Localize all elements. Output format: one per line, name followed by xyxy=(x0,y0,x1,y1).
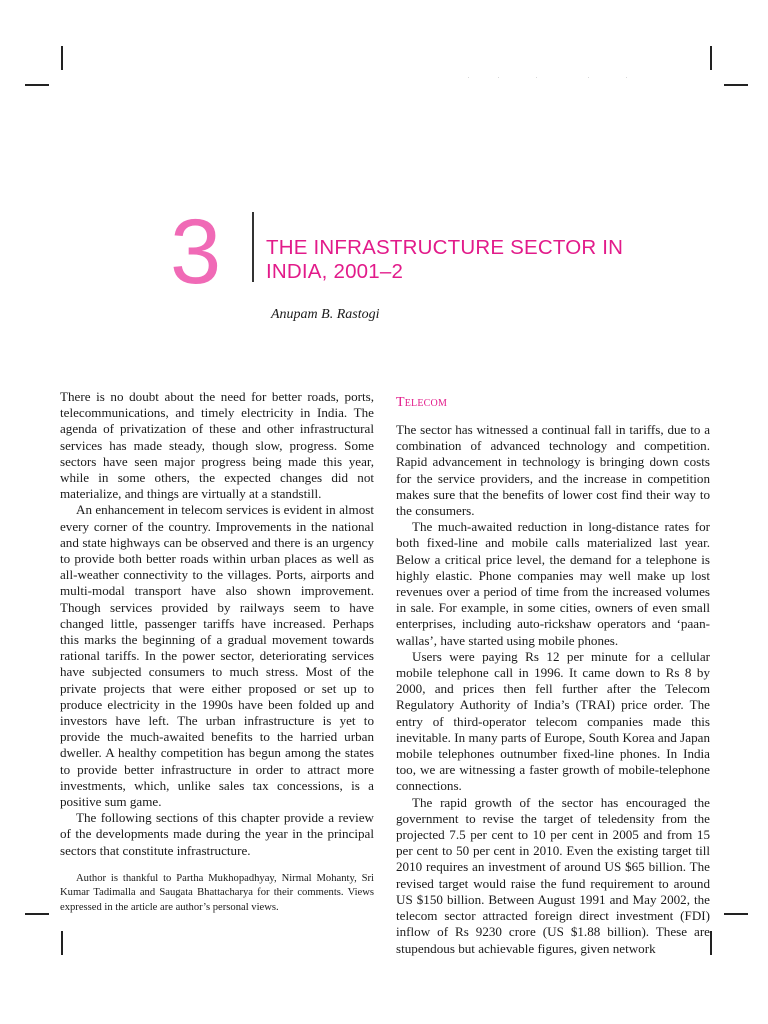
author-name: Anupam B. Rastogi xyxy=(271,307,380,322)
right-column xyxy=(396,422,710,957)
section-heading: Telecom xyxy=(396,395,448,410)
paragraph: The rapid growth of the sector has encouraged the government to revise the target of teledensity from the projected 7.5 per cent to 10 per cent in 2005 and from 15 per cent to 50 per cent in 2010. Even the existing target till 2010 requires an investment of around US $65 billion. The revised target would raise the fund requirement to around US $150 billion. Between August 1991 and May 2002, the telecom sector attracted foreign direct investment (FDI) inflow of Rs 9230 crore (US $1.88 billion). These are stupendous but achievable figures, given network xyxy=(396,794,710,956)
left-column xyxy=(60,389,374,859)
chapter-divider xyxy=(252,212,254,282)
crop-mark xyxy=(25,913,49,915)
crop-mark xyxy=(724,913,748,915)
paragraph: The much-awaited reduction in long-distance rates for both fixed-line and mobile calls materialized last year. Below a critical price level, the demand for a telephone is highly elastic. Phone companies may well make up lost revenues over a period of time from the increased volumes in sale. For example, in some cities, owners of even small enterprises, including auto-rickshaw operators and ‘paan-wallas’, have started using mobile phones. xyxy=(396,519,710,648)
chapter-title-line1: THE INFRASTRUCTURE SECTOR IN xyxy=(266,236,624,259)
faint-dots xyxy=(440,77,640,81)
crop-mark xyxy=(710,46,712,70)
crop-mark xyxy=(710,931,712,955)
chapter-number: 3 xyxy=(170,201,222,303)
paragraph: The following sections of this chapter provide a review of the developments made during the year in the principal sectors that constitute infrastructure. xyxy=(60,810,374,858)
footnote-text: Author is thankful to Partha Mukhopadhyay, Nirmal Mohanty, Sri Kumar Tadimalla and Saugata Bhattacharya for their comments. Views expressed in the article are author’s personal views. xyxy=(60,873,374,913)
crop-mark xyxy=(724,84,748,86)
paragraph: An enhancement in telecom services is evident in almost every corner of the country. Improvements in the national and state highways can be observed and there is an urgency to provide both better roads within urban places as well as all-weather connectivity to the villages. Ports, airports and multi-modal transport have also shown improvement. Though services provided by railways seem to have changed little, passenger tariffs have increased. Perhaps this marks the beginning of a gradual movement towards rational tariffs. In the power sector, deteriorating services have subjected consumers to much stress. Most of the private projects that were either proposed or set up to produce electricity in the 1990s have been folded up and investors have left. The urban infrastructure is yet to provide the much-awaited benefits to the harried urban dweller. A healthy competition has begun among the states to provide better infrastructure in order to attract more investments, which, unlike sales tax concessions, is a positive sum game. xyxy=(60,502,374,810)
footnote xyxy=(60,872,374,915)
crop-mark xyxy=(61,931,63,955)
crop-mark xyxy=(61,46,63,70)
crop-mark xyxy=(25,84,49,86)
paragraph: The sector has witnessed a continual fall in tariffs, due to a combination of advanced technology and competition. Rapid advancement in technology is bringing down costs for the service providers, and the increase in competition makes sure that the benefits of lower cost find their way to the consumers. xyxy=(396,422,710,519)
chapter-title xyxy=(266,236,623,284)
chapter-title-line2: INDIA, 2001–2 xyxy=(266,260,404,283)
paragraph: Users were paying Rs 12 per minute for a cellular mobile telephone call in 1996. It came down to Rs 8 by 2000, and prices then fell further after the Telecom Regulatory Authority of India’s (TRAI) price order. The entry of third-operator telecom companies made this inevitable. In many parts of Europe, South Korea and Japan mobile telephones outnumber fixed-line phones. In India too, we are witnessing a faster growth of mobile-telephone connections. xyxy=(396,648,710,794)
paragraph: There is no doubt about the need for better roads, ports, telecommunications, and timely electricity in India. The agenda of privatization of these and other infrastructural services has made steady, though slow, progress. Some sectors have seen major progress being made this year, while in some others, the expected changes did not materialize, and things are virtually at a standstill. xyxy=(60,389,374,502)
